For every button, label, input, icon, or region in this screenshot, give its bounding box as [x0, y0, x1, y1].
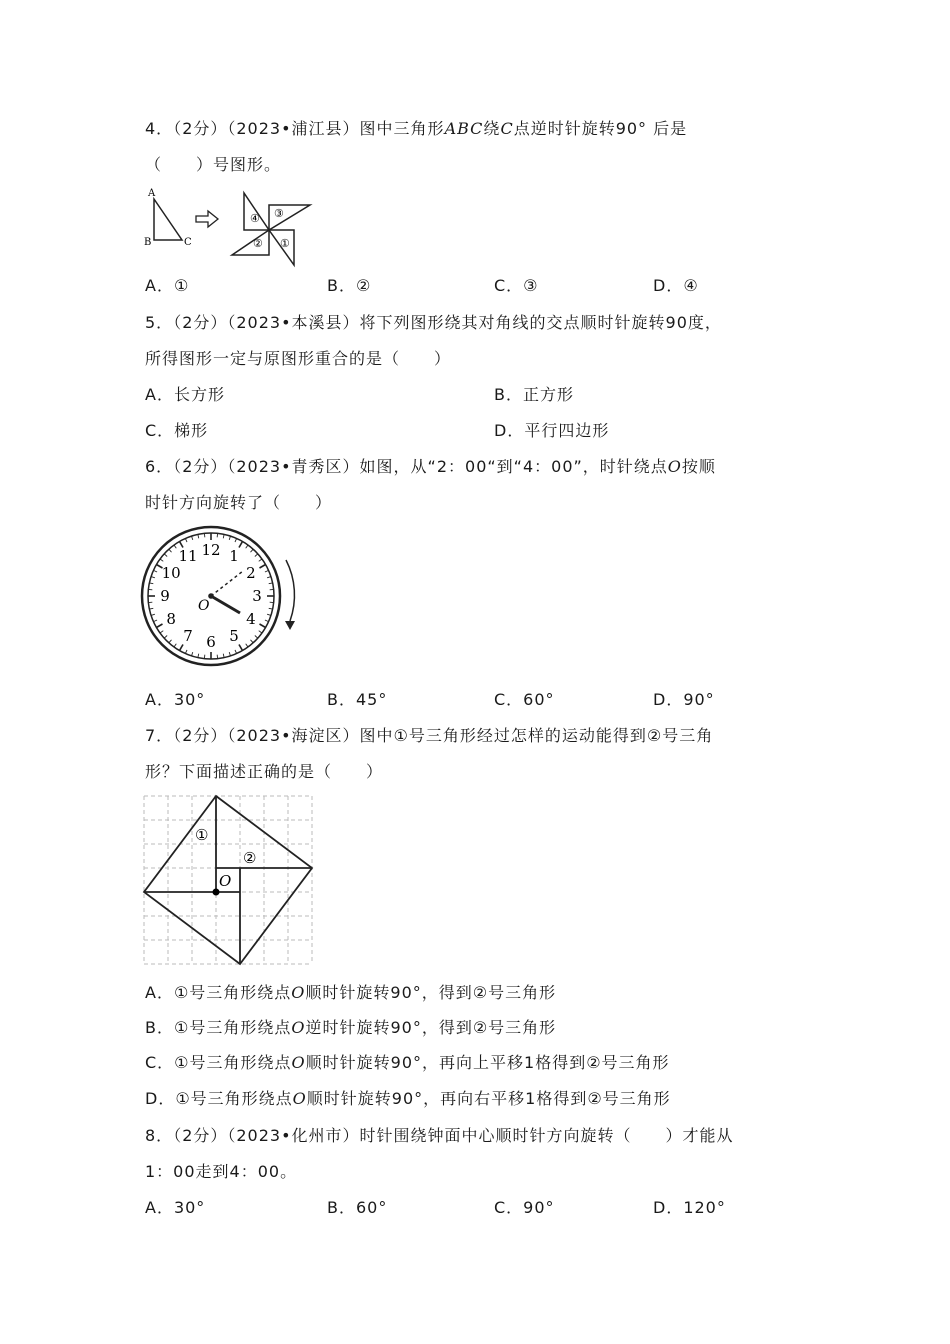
q7-source: （2023•海淀区）: [227, 726, 360, 745]
q8-option-d[interactable]: D．120°: [653, 1198, 726, 1217]
q6-line2: 时针方向旋转了（ ）: [145, 493, 333, 512]
q6-clock-tick: [250, 640, 253, 643]
q4-option-b[interactable]: B．②: [327, 276, 372, 295]
q6-number: 6．: [145, 457, 174, 476]
q6-option-b[interactable]: B．45°: [327, 690, 388, 709]
q6-clock-tick: [235, 538, 237, 542]
q5-source: （2023•本溪县）: [227, 313, 360, 332]
q7-line2: 形？下面描述正确的是（ ）: [145, 762, 384, 781]
q4-pinwheel: [232, 193, 310, 265]
q4-source-triangle: [144, 188, 192, 248]
q4-option-a[interactable]: A．①: [145, 276, 190, 295]
q6-text: 如图，从“2：00“到“4：00”，时针绕点: [359, 457, 668, 476]
q6-clock-tick: [160, 559, 163, 561]
q6-clock-tick: [153, 570, 157, 572]
q6-clock-tick: [259, 559, 262, 561]
q4-label-b: B: [144, 237, 152, 248]
q7-point-o-label: O: [219, 872, 232, 890]
q6-option-c[interactable]: C．60°: [494, 690, 555, 709]
q6-clock-number: 7: [183, 626, 193, 645]
q6-option-d[interactable]: D．90°: [653, 690, 715, 709]
q6-clock-number: 6: [206, 633, 216, 651]
q7-option-text: B．①号三角形绕点: [145, 1018, 292, 1037]
q6-clock-hand-4oclock: [211, 596, 240, 613]
q6-text: 按顺: [681, 457, 716, 476]
q4-line2: （ ）号图形。: [145, 155, 282, 174]
q6-score: （2分）: [173, 457, 228, 476]
q4-text: 绕: [483, 119, 501, 138]
q6-clock-tick: [267, 614, 271, 615]
q6-clock-tick: [151, 577, 155, 578]
q6-clock-tick: [265, 570, 269, 572]
q6-clock-hand-2oclock: [211, 571, 243, 596]
q4-var-c: C: [500, 119, 514, 138]
q6-clock-tick: [180, 644, 184, 650]
q7-text: 图中①号三角形经过怎样的运动能得到②号三角: [359, 726, 714, 745]
q4-text: 图中三角形: [359, 119, 445, 138]
q8-text: 时针围绕钟面中心顺时针方向旋转（ ）才能从: [359, 1126, 734, 1145]
q6-clock-tick: [169, 549, 172, 552]
q4-option-d[interactable]: D．④: [653, 276, 699, 295]
q6-clock-number: 5: [229, 626, 239, 645]
q7-score: （2分）: [173, 726, 228, 745]
q6-clock-tick: [259, 565, 265, 569]
q8-line2: 1：00走到4：00。: [145, 1162, 298, 1181]
q4-piece-3: ③: [274, 207, 284, 220]
q6-clock-number: 2: [246, 564, 256, 582]
q7-option-text: 顺时针旋转90°，再向右平移1格得到②号三角形: [306, 1089, 671, 1108]
q7-triangle-2-label: ②: [243, 849, 257, 867]
q4-piece-4: ④: [250, 212, 260, 225]
q6-clock-number: 8: [166, 610, 176, 628]
q7-option-text: 顺时针旋转90°，再向上平移1格得到②号三角形: [305, 1053, 670, 1072]
q5-line1: [145, 311, 722, 335]
q7-number: 7．: [145, 726, 174, 745]
q6-clock-figure: [140, 526, 310, 666]
q6-clock-tick: [255, 554, 258, 557]
q6-clock-tick: [185, 650, 187, 654]
q5-line2: 所得图形一定与原图形重合的是（ ）: [145, 349, 452, 368]
q6-clock-tick: [259, 631, 262, 633]
q6-clock-tick: [192, 652, 193, 656]
q4-piece-2: ②: [253, 237, 263, 250]
q6-clock-tick: [164, 635, 167, 638]
q6-clock-number: 1: [229, 547, 239, 566]
q6-clock-tick: [239, 644, 243, 650]
q6-clock-tick: [246, 545, 248, 548]
q6-clock-tick: [255, 635, 258, 638]
q6-clock-number: 11: [178, 547, 198, 566]
q8-option-b[interactable]: B．60°: [327, 1198, 388, 1217]
q5-score: （2分）: [173, 313, 228, 332]
q5-option-b[interactable]: B．正方形: [494, 385, 574, 404]
q7-option-text: A．①号三角形绕点: [145, 983, 292, 1002]
q6-clock-number: 12: [201, 541, 221, 559]
q4-score: （2分）: [173, 119, 228, 138]
q6-clock-tick: [239, 541, 243, 547]
q6-clock-tick: [265, 620, 269, 622]
q6-clock-tick: [259, 624, 265, 628]
q6-line1: [145, 455, 716, 479]
q6-clock-tick: [246, 644, 248, 647]
q6-clock-number: 10: [161, 564, 181, 582]
q7-option-var: O: [291, 1018, 306, 1037]
q4-source: （2023•浦江县）: [227, 119, 360, 138]
q6-clock-tick: [250, 549, 253, 552]
q6-source: （2023•青秀区）: [227, 457, 360, 476]
q6-rotation-arrow: [286, 560, 294, 621]
q4-line1: [145, 117, 687, 141]
q4-label-c: C: [184, 237, 192, 248]
q6-option-a[interactable]: A．30°: [145, 690, 206, 709]
q6-clock-tick: [229, 652, 230, 656]
q7-option-a[interactable]: [145, 981, 556, 1005]
q6-clock-tick: [174, 644, 176, 647]
q7-option-b[interactable]: [145, 1016, 556, 1040]
q6-clock-number: 3: [252, 587, 262, 605]
q5-number: 5．: [145, 313, 174, 332]
q4-figure: [140, 185, 310, 250]
q6-rotation-arrowhead-icon: [285, 621, 295, 630]
q7-option-var: O: [291, 1053, 306, 1072]
q6-clock-tick: [156, 624, 162, 628]
q4-var-abc: ABC: [444, 119, 484, 138]
q4-arrow-icon: [196, 211, 218, 227]
q7-option-var: O: [292, 1089, 307, 1108]
q7-option-text: 顺时针旋转90°，得到②号三角形: [305, 983, 557, 1002]
q4-option-c[interactable]: C．③: [494, 276, 539, 295]
q5-option-a[interactable]: A．长方形: [145, 385, 225, 404]
q8-score: （2分）: [173, 1126, 228, 1145]
q6-clock-tick: [174, 545, 176, 548]
q8-line1: [145, 1124, 734, 1148]
q4-number: 4．: [145, 119, 174, 138]
q7-option-text: D．①号三角形绕点: [145, 1089, 293, 1108]
q5-option-d[interactable]: D．平行四边形: [494, 421, 610, 440]
q8-source: （2023•化州市）: [227, 1126, 360, 1145]
q7-grid-figure: [144, 796, 314, 966]
q6-clock-tick: [169, 640, 172, 643]
q6-clock-number: 9: [160, 587, 170, 605]
q7-option-text: C．①号三角形绕点: [145, 1053, 292, 1072]
q6-clock-tick: [235, 650, 237, 654]
q6-clock-tick: [164, 554, 167, 557]
q7-line1: [145, 724, 713, 748]
q6-clock-number: 4: [246, 610, 256, 628]
q6-clock-tick: [192, 536, 193, 540]
q7-triangle-1-label: ①: [195, 826, 209, 844]
q6-clock-tick: [229, 536, 230, 540]
q4-text: 点逆时针旋转90° 后是: [513, 119, 688, 138]
q8-number: 8．: [145, 1126, 174, 1145]
q5-text: 将下列图形绕其对角线的交点顺时针旋转90度，: [359, 313, 722, 332]
q7-option-c[interactable]: [145, 1051, 670, 1075]
q6-clock-tick: [151, 614, 155, 615]
q5-option-c[interactable]: C．梯形: [145, 421, 209, 440]
q7-option-var: O: [291, 983, 306, 1002]
q6-clock-tick: [185, 538, 187, 542]
q7-option-text: 逆时针旋转90°，得到②号三角形: [305, 1018, 557, 1037]
q7-option-d[interactable]: [145, 1087, 671, 1111]
q4-piece-1: ①: [280, 237, 290, 250]
q8-option-a[interactable]: A．30°: [145, 1198, 206, 1217]
q6-clock-center-label: O: [198, 598, 210, 614]
q6-clock-tick: [153, 620, 157, 622]
q8-option-c[interactable]: C．90°: [494, 1198, 555, 1217]
q6-var-o: O: [667, 457, 682, 476]
q6-clock-tick: [160, 631, 163, 633]
q4-label-a: A: [148, 188, 156, 199]
q6-clock-tick: [267, 577, 271, 578]
